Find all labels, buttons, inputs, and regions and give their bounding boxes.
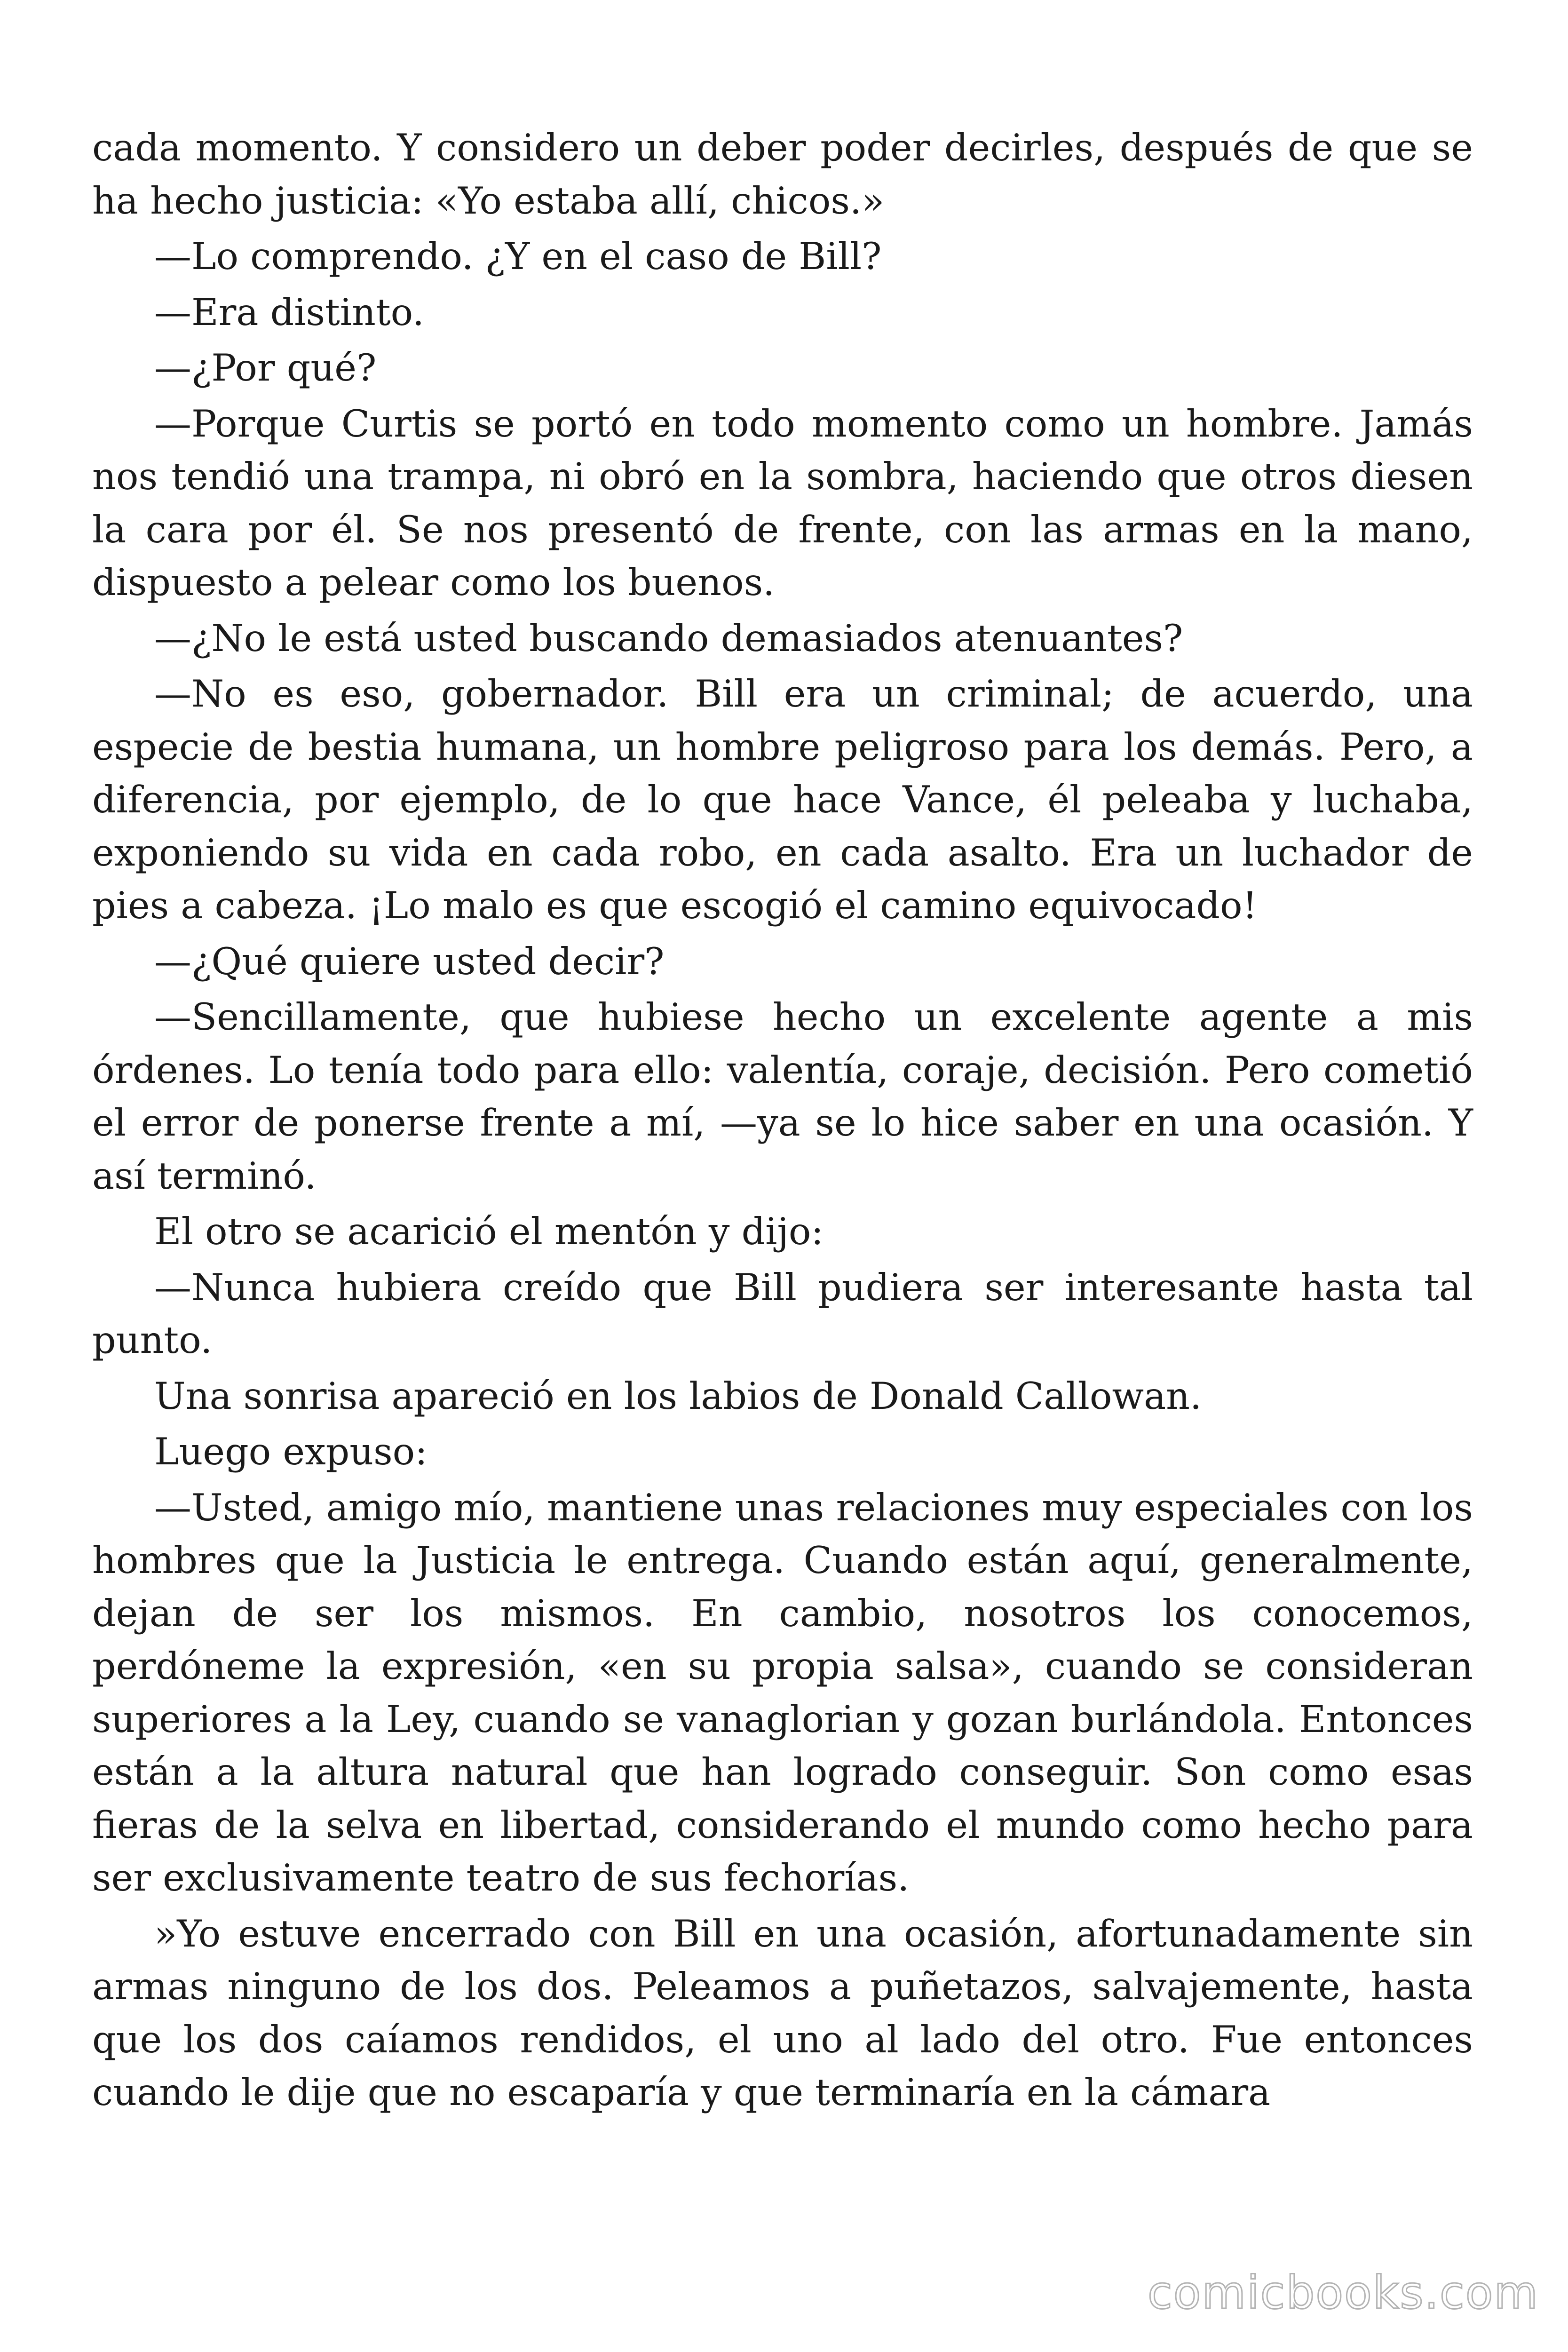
paragraph: —Usted, amigo mío, mantiene unas relaciones muy especiales con los hombres que la Justicia le entrega. Cuando están aquí, generalmente, dejan de ser los mismos. En cambio, nosotros los conocemos, perdóneme la expresión, «en su propia salsa», cuando se consideran superiores a la Ley, cuando se vanaglorian y gozan burlándola. Entonces están a la altura natural que han logrado conseguir. Son como esas fieras de la selva en libertad, considerando el mundo como hecho para ser exclusivamente teatro de sus fechorías. xyxy=(92,1486,1473,1899)
body-text xyxy=(92,121,1473,2122)
paragraph: —¿Qué quiere usted decir? xyxy=(154,939,665,983)
paragraph: —¿No le está usted buscando demasiados atenuantes? xyxy=(154,616,1183,660)
paragraph: cada momento. Y considero un deber poder decirles, después de que se ha hecho justicia: «Yo estaba allí, chicos.» xyxy=(92,126,1473,222)
paragraph: El otro se acarició el mentón y dijo: xyxy=(154,1210,824,1253)
paragraph: —Lo comprendo. ¿Y en el caso de Bill? xyxy=(154,235,882,278)
paragraph: —Nunca hubiera creído que Bill pudiera ser interesante hasta tal punto. xyxy=(92,1265,1473,1362)
paragraph: —Porque Curtis se portó en todo momento como un hombre. Jamás nos tendió una trampa, ni obró en la sombra, haciendo que otros diesen la cara por él. Se nos presentó de frente, con las armas en la mano, dispuesto a pelear como los buenos. xyxy=(92,402,1473,604)
paragraph: —Era distinto. xyxy=(154,290,424,334)
paragraph: »Yo estuve encerrado con Bill en una ocasión, afortunadamente sin armas ninguno de los dos. Peleamos a puñetazos, salvajemente, hasta que los dos caíamos rendidos, el uno al lado del otro. Fue entonces cuando le dije que no escaparía y que terminaría en la cámara xyxy=(92,1912,1473,2114)
paragraph: —¿Por qué? xyxy=(154,346,377,389)
watermark: comicbooks.com xyxy=(1147,2266,1539,2319)
paragraph: Una sonrisa apareció en los labios de Donald Callowan. xyxy=(154,1374,1202,1418)
paragraph: —Sencillamente, que hubiese hecho un excelente agente a mis órdenes. Lo tenía todo para ello: valentía, coraje, decisión. Pero cometió el error de ponerse frente a mí, —ya se lo hice saber en una ocasión. Y así terminó. xyxy=(92,995,1473,1198)
paragraph: —No es eso, gobernador. Bill era un criminal; de acuerdo, una especie de bestia humana, un hombre peligroso para los demás. Pero, a diferencia, por ejemplo, de lo que hace Vance, él peleaba y luchaba, exponiendo su vida en cada robo, en cada asalto. Era un luchador de pies a cabeza. ¡Lo malo es que escogió el camino equivocado! xyxy=(92,672,1473,927)
paragraph: Luego expuso: xyxy=(154,1430,428,1473)
